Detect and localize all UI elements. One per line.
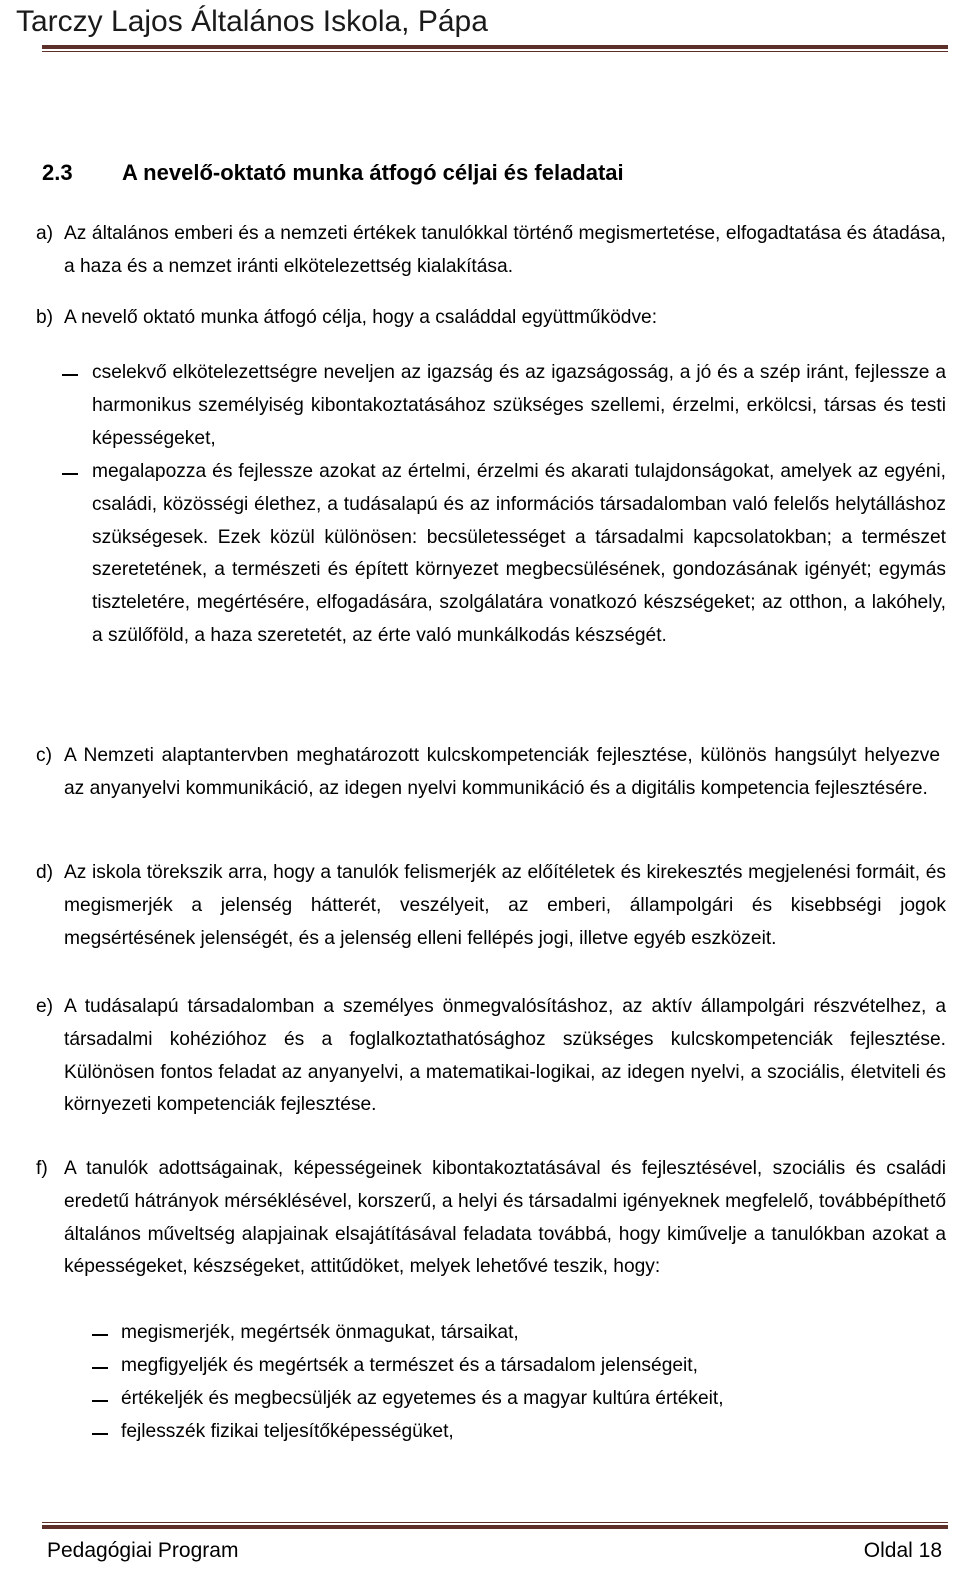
footer-document-name: Pedagógiai Program <box>47 1539 239 1562</box>
section-number: 2.3 <box>42 160 73 185</box>
item-e-label: e) <box>36 996 54 1017</box>
dash-bullet <box>92 1400 108 1402</box>
item-f-bullet-4: fejlesszék fizikai teljesítőképességüket, <box>121 1421 454 1442</box>
item-a-label: a) <box>36 223 54 244</box>
item-f-bullet-2: megfigyeljék és megértsék a természet és a társadalom jelenségeit, <box>121 1355 698 1376</box>
item-b-label: b) <box>36 307 54 328</box>
footer-rule-thin <box>42 1522 948 1523</box>
footer-rule-thick <box>42 1525 948 1529</box>
section-heading <box>42 158 942 188</box>
item-f-bullet-3: értékeljék és megbecsüljék az egyetemes és a magyar kultúra értékeit, <box>121 1388 724 1409</box>
section-title: A nevelő-oktató munka átfogó céljai és feladatai <box>122 160 624 185</box>
dash-bullet <box>62 374 78 376</box>
item-a-text: Az általános emberi és a nemzeti értékek tanulókkal történő megismertetése, elfogadtatása és átadása, a haza és a nemzet iránti elkötelezettség kialakítása. <box>64 223 946 277</box>
dash-bullet <box>62 473 78 475</box>
dash-bullet <box>92 1433 108 1435</box>
item-b-bullet-2: megalapozza és fejlessze azokat az értelmi, érzelmi és akarati tulajdonságokat, amelyek az egyéni, családi, közösségi élethez, a tudásalapú és az információs társadalomban való felelős helytálláshoz szükségesek. Ezek közül különösen: becsületességet a társadalmi kapcsolatokban; a természet szeretetének, a természeti és épített környezet megbecsülésének, gondozásának igényét; egymás tiszteletére, megértésére, elfogadására, szolgálatára vonatkozó készségeket; az otthon, a lakóhely, a szülőföld, a haza szeretetét, az érte való munkálkodás készségét. <box>92 461 946 646</box>
item-b-text: A nevelő oktató munka átfogó célja, hogy a családdal együttműködve: <box>64 307 658 328</box>
item-e-text: A tudásalapú társadalomban a személyes önmegvalósításhoz, az aktív állampolgári részvételhez, a társadalmi kohézióhoz és a foglalkoztathatósághoz szükséges kulcskompetenciák fejlesztése. Különösen fontos feladat az anyanyelvi, a matematikai-logikai, az idegen nyelvi, a szociális, életviteli és környezeti kompetenciák fejlesztése. <box>64 996 946 1116</box>
item-f-text: A tanulók adottságainak, képességeinek kibontakoztatásával és fejlesztésével, szociális és családi eredetű hátrányok mérséklésével, korszerű, a helyi és társadalmi igényeknek megfelelő, továbbépíthető általános műveltség alapjainak elsajátításával feladata továbbá, hogy kiművelje a tanulókban azokat a képességeket, készségeket, attitűdöket, melyek lehetővé teszik, hogy: <box>64 1158 946 1278</box>
document-header-title: Tarczy Lajos Általános Iskola, Pápa <box>16 5 488 38</box>
header-rule-thick <box>42 45 948 49</box>
item-c-label: c) <box>36 745 52 766</box>
item-b-bullet-1: cselekvő elkötelezettségre neveljen az igazság és az igazságosság, a jó és a szép iránt, fejlessze a harmonikus személyiség kibontakoztatásához szükséges szellemi, érzelmi, erkölcsi, társas és testi képességeket, <box>92 362 946 449</box>
dash-bullet <box>92 1367 108 1369</box>
item-c-text: A Nemzeti alaptantervben meghatározott kulcskompetenciák fejlesztése, különös hangsúlyt helyezve az anyanyelvi kommunikáció, az idegen nyelvi kommunikáció és a digitális kompetencia fejlesztésére. <box>64 745 940 799</box>
item-f-label: f) <box>36 1158 48 1179</box>
footer-page-number: Oldal 18 <box>863 1539 942 1562</box>
item-d-label: d) <box>36 862 54 883</box>
item-f-bullet-1: megismerjék, megértsék önmagukat, társaikat, <box>121 1322 519 1343</box>
header-rule-thin <box>42 51 948 52</box>
dash-bullet <box>92 1334 108 1336</box>
item-d-text: Az iskola törekszik arra, hogy a tanulók felismerjék az előítéletek és kirekesztés megjelenési formáit, és megismerjék a jelenség hátterét, veszélyeit, az emberi, állampolgári és kisebbségi jogok megsértésének jelenségét, és a jelenség elleni fellépés jogi, illetve egyéb eszközeit. <box>64 862 946 949</box>
